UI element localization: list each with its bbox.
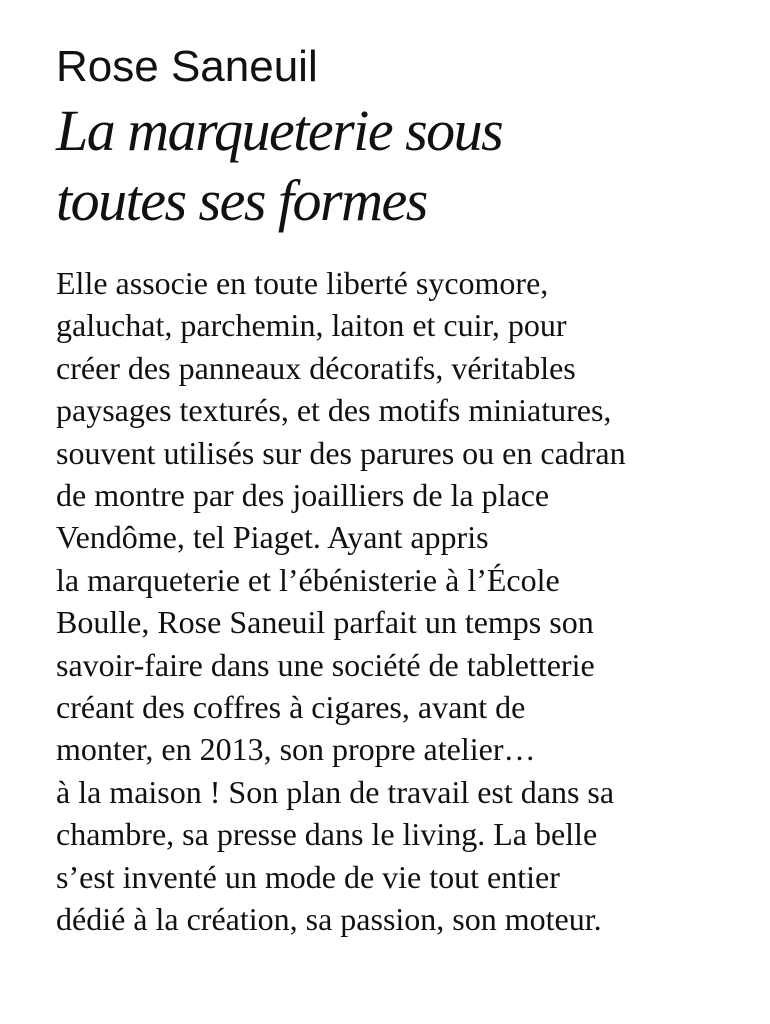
body-line: à la maison ! Son plan de travail est dans sa: [56, 773, 615, 810]
headline-line: La marqueterie sous: [56, 98, 503, 163]
headline-line: toutes ses formes: [56, 168, 427, 233]
body-line: souvent utilisés sur des parures ou en cadran: [56, 434, 626, 471]
body-line: de montre par des joailliers de la place: [56, 477, 550, 514]
body-line: monter, en 2013, son propre atelier…: [56, 731, 536, 768]
body-line: paysages texturés, et des motifs miniatures,: [56, 392, 612, 429]
article-headline: [56, 96, 740, 236]
body-line: la marqueterie et l’ébénisterie à l’École: [56, 561, 560, 598]
artist-name: Rose Saneuil: [56, 42, 318, 91]
body-line: galuchat, parchemin, laiton et cuir, pour: [56, 307, 567, 344]
body-line: chambre, sa presse dans le living. La belle: [56, 816, 598, 853]
body-line: Vendôme, tel Piaget. Ayant appris: [56, 519, 489, 556]
body-line: Boulle, Rose Saneuil parfait un temps son: [56, 604, 594, 641]
body-line: savoir-faire dans une société de tabletterie: [56, 646, 595, 683]
body-line: créer des panneaux décoratifs, véritables: [56, 349, 576, 386]
body-line: s’est inventé un mode de vie tout entier: [56, 858, 560, 895]
body-line: créant des coffres à cigares, avant de: [56, 689, 526, 726]
article-body: [56, 262, 740, 941]
body-line: dédié à la création, sa passion, son moteur.: [56, 901, 602, 938]
body-line: Elle associe en toute liberté sycomore,: [56, 265, 549, 301]
